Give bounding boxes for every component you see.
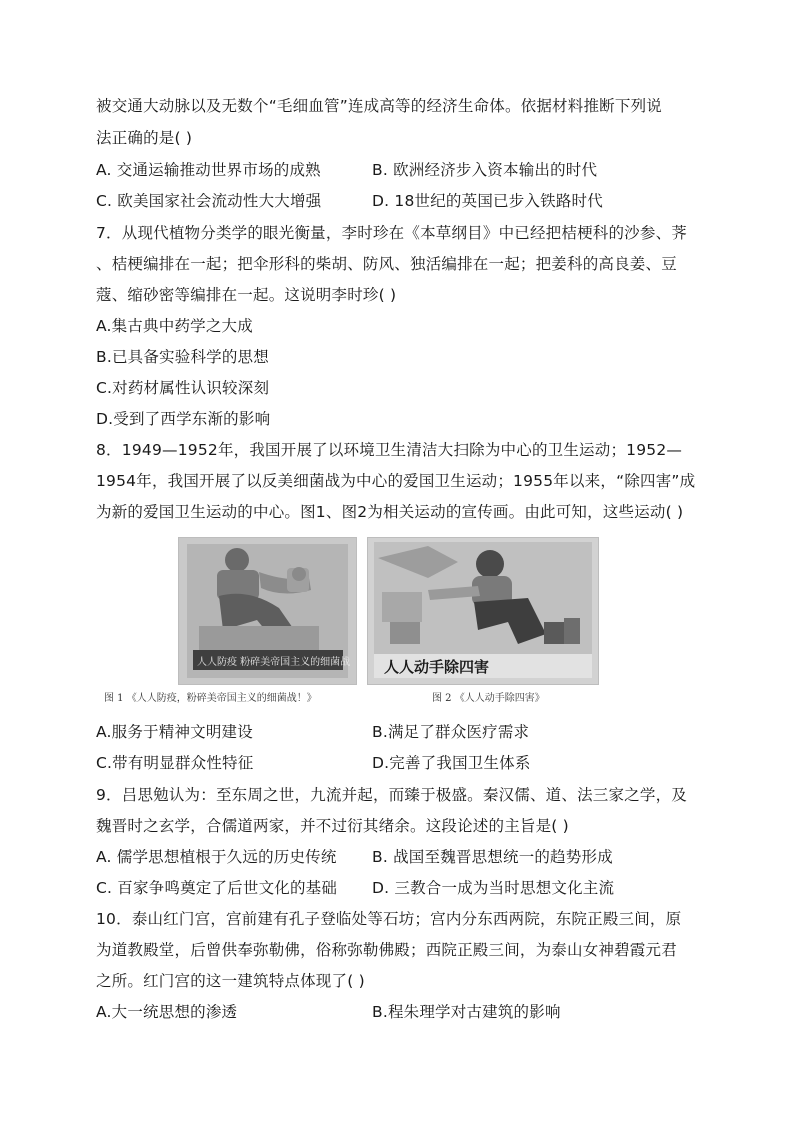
figure-2-illustration xyxy=(368,538,598,684)
q7-option-d[interactable]: D.受到了西学东渐的影响 xyxy=(96,410,271,428)
q6-option-b[interactable]: B. 欧洲经济步入资本输出的时代 xyxy=(372,161,598,179)
figure-1-caption: 图 1 《人人防疫，粉碎美帝国主义的细菌战！》 xyxy=(104,693,317,704)
q8-option-d[interactable]: D.完善了我国卫生体系 xyxy=(372,754,531,772)
figure-2-poster-text: 人人动手除四害 xyxy=(384,658,490,676)
figure-1-poster-text: 人人防疫 粉碎美帝国主义的细菌战 xyxy=(197,657,351,668)
q9-option-c[interactable]: C. 百家争鸣奠定了后世文化的基础 xyxy=(96,879,338,897)
q7-text-line-3: 蔻、缩砂密等编排在一起。这说明李时珍( ) xyxy=(96,286,397,304)
q10-text-line-1: 10．泰山红门宫，宫前建有孔子登临处等石坊；宫内分东西两院，东院正殿三间，原 xyxy=(96,910,682,928)
q9-option-b[interactable]: B. 战国至魏晋思想统一的趋势形成 xyxy=(372,848,613,866)
q9-text-line-2: 魏晋时之玄学，合儒道两家，并不过衍其绪余。这段论述的主旨是( ) xyxy=(96,817,569,835)
q9-option-d[interactable]: D. 三教合一成为当时思想文化主流 xyxy=(372,879,615,897)
q7-option-b[interactable]: B.已具备实验科学的思想 xyxy=(96,348,269,366)
q10-option-a[interactable]: A.大一统思想的渗透 xyxy=(96,1003,238,1021)
q8-text-line-2: 1954年，我国开展了以反美细菌战为中心的爱国卫生运动；1955年以来，“除四害”成 xyxy=(96,472,696,490)
q6-option-c[interactable]: C. 欧美国家社会流动性大大增强 xyxy=(96,192,322,210)
q10-text-line-2: 为道教殿堂，后曾供奉弥勒佛，俗称弥勒佛殿；西院正殿三间，为泰山女神碧霞元君 xyxy=(96,941,677,959)
q7-text-line-2: 、桔梗编排在一起；把伞形科的柴胡、防风、独活编排在一起；把姜科的高良姜、豆 xyxy=(96,255,677,273)
q8-text-line-3: 为新的爱国卫生运动的中心。图1、图2为相关运动的宣传画。由此可知，这些运动( ) xyxy=(96,503,684,521)
figure-2-poster xyxy=(367,537,599,685)
q9-text-line-1: 9．吕思勉认为：至东周之世，九流并起，而臻于极盛。秦汉儒、道、法三家之学，及 xyxy=(96,786,687,804)
q10-text-line-3: 之所。红门宫的这一建筑特点体现了( ) xyxy=(96,972,365,990)
q10-option-b[interactable]: B.程朱理学对古建筑的影响 xyxy=(372,1003,561,1021)
q7-option-c[interactable]: C.对药材属性认识较深刻 xyxy=(96,379,270,397)
q6-text-line-1: 被交通大动脉以及无数个“毛细血管”连成高等的经济生命体。依据材料推断下列说 xyxy=(96,97,662,115)
figure-2-caption: 图 2 《人人动手除四害》 xyxy=(432,693,545,704)
q9-option-a[interactable]: A. 儒学思想植根于久远的历史传统 xyxy=(96,848,337,866)
q8-text-line-1: 8．1949—1952年，我国开展了以环境卫生清洁大扫除为中心的卫生运动；1952— xyxy=(96,441,683,459)
q7-text-line-1: 7．从现代植物分类学的眼光衡量，李时珍在《本草纲目》中已经把桔梗科的沙参、荠 xyxy=(96,224,687,242)
figure-1-illustration xyxy=(179,538,356,684)
q8-option-c[interactable]: C.带有明显群众性特征 xyxy=(96,754,254,772)
figure-1-poster xyxy=(178,537,357,685)
q8-option-b[interactable]: B.满足了群众医疗需求 xyxy=(372,723,530,741)
q6-option-a[interactable]: A. 交通运输推动世界市场的成熟 xyxy=(96,161,321,179)
q6-text-line-2: 法正确的是( ) xyxy=(96,129,193,147)
q7-option-a[interactable]: A.集古典中药学之大成 xyxy=(96,317,253,335)
q6-option-d[interactable]: D. 18世纪的英国已步入铁路时代 xyxy=(372,192,603,210)
q8-option-a[interactable]: A.服务于精神文明建设 xyxy=(96,723,253,741)
